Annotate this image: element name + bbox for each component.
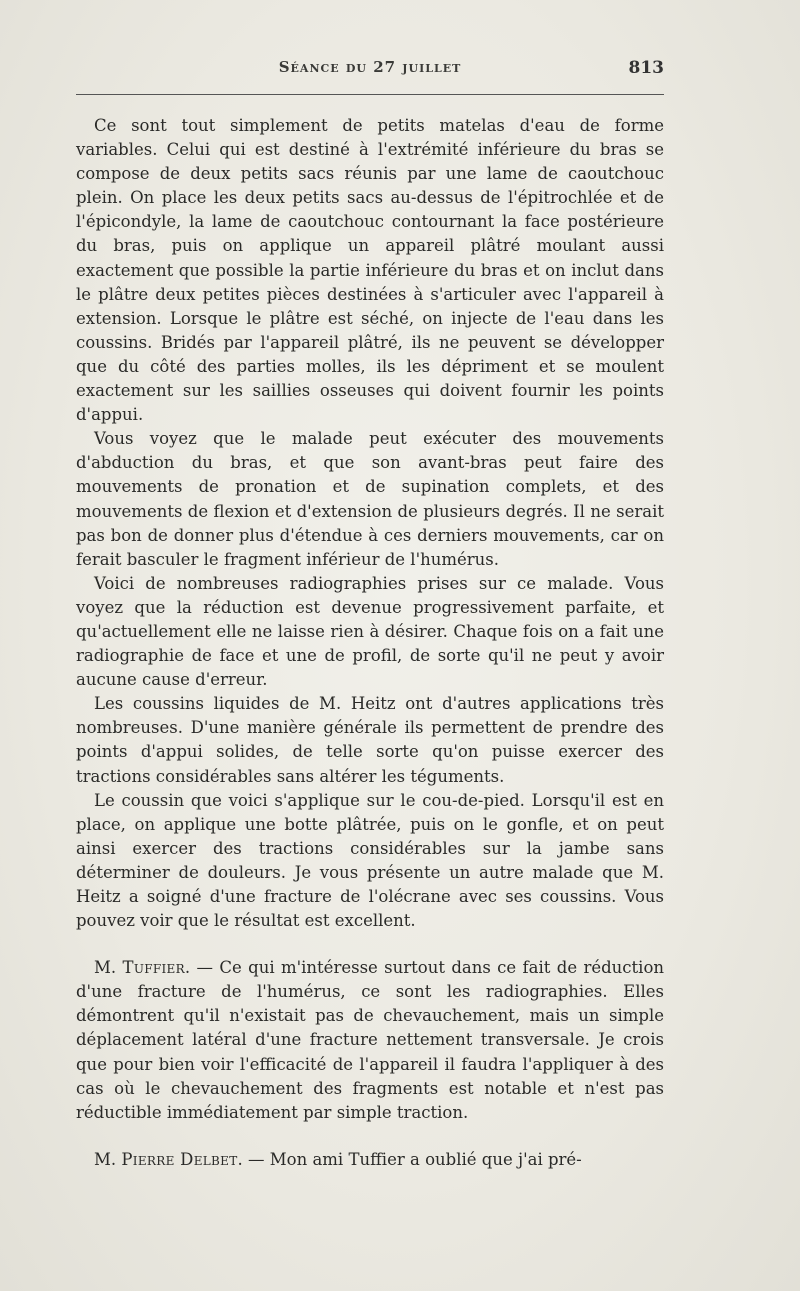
paragraph: Ce sont tout simplement de petits matelas d'eau de forme variables. Celui qui est destiné à l'extrémité inférieure du bras se compose de deux petits sacs réunis par une lame de caoutchouc plein. On place les deux petits sacs au-dessus de l'épitrochlée et de l'épicondyle, la lame de caoutchouc contournant la face postérieure du bras, puis on applique un appareil plâtré moulant aussi exactement que possible la partie inférieure du bras et on inclut dans le plâtre deux petites pièces destinées à s'articuler avec l'appareil à extension. Lorsque le plâtre est séché, on injecte de l'eau dans les coussins. Bridés par l'appareil plâtré, ils ne peuvent se développer que du côté des parties molles, ils les dépriment et se moulent exactement sur les saillies osseuses qui doivent fournir les points d'appui. — [76, 116, 664, 425]
speech-text: . — Mon ami Tuffier a oublié que j'ai pré- — [237, 1149, 582, 1169]
body-text — [76, 114, 664, 1172]
speaker-name: Tuffier — [122, 958, 185, 978]
speaker-prefix: M. — [94, 1149, 117, 1169]
header-rule — [76, 94, 664, 95]
paragraph: Le coussin que voici s'applique sur le cou-de-pied. Lorsqu'il est en place, on applique une botte plâtrée, puis on le gonfle, et on peut ainsi exercer des tractions considérables sur la jambe sans déterminer de douleurs. Je vous présente un autre malade que M. Heitz a soigné d'une fracture de l'olécrane avec ses coussins. Vous pouvez voir que le résultat est excellent. — [76, 790, 664, 931]
speech-delbet — [76, 1148, 664, 1172]
page-number: 813 — [628, 58, 664, 78]
speaker-prefix: M. — [94, 958, 117, 978]
paragraph: Les coussins liquides de M. Heitz ont d'autres applications très nombreuses. D'une manière générale ils permettent de prendre des points d'appui solides, de telle sorte qu'on puisse exercer des tractions considérables sans altérer les téguments. — [76, 694, 664, 786]
speaker-name: Pierre Delbet — [121, 1149, 238, 1169]
speech-tuffier — [76, 956, 664, 1125]
paragraph: Vous voyez que le malade peut exécuter des mouvements d'abduction du bras, et que son avant-bras peut faire des mouvements de pronation et de supination complets, et des mouvements de flexion et d'extension de plusieurs degrés. Il ne serait pas bon de donner plus d'étendue à ces derniers mouvements, car on ferait basculer le fragment inférieur de l'humérus. — [76, 429, 664, 569]
paragraph: Voici de nombreuses radiographies prises sur ce malade. Vous voyez que la réduction est devenue progressivement parfaite, et qu'actuellement elle ne laisse rien à désirer. Chaque fois on a fait une radiographie de face et une de profil, de sorte qu'il ne peut y avoir aucune cause d'erreur. — [76, 573, 664, 690]
running-title: Séance du 27 juillet — [278, 58, 462, 76]
page-header — [76, 58, 664, 82]
speech-text: . — Ce qui m'intéresse surtout dans ce fait de réduction d'une fracture de l'humérus, ce sont les radiographies. Elles démontrent qu'il n'existait pas de chevauchement, mais un simple déplacement latéral d'une fracture nettement transversale. Je crois que pour bien voir l'efficacité de l'appareil il faudra l'appliquer à des cas où le chevauchement des fragments est notable et n'est pas réductible immédiatement par simple traction. — [76, 958, 665, 1122]
